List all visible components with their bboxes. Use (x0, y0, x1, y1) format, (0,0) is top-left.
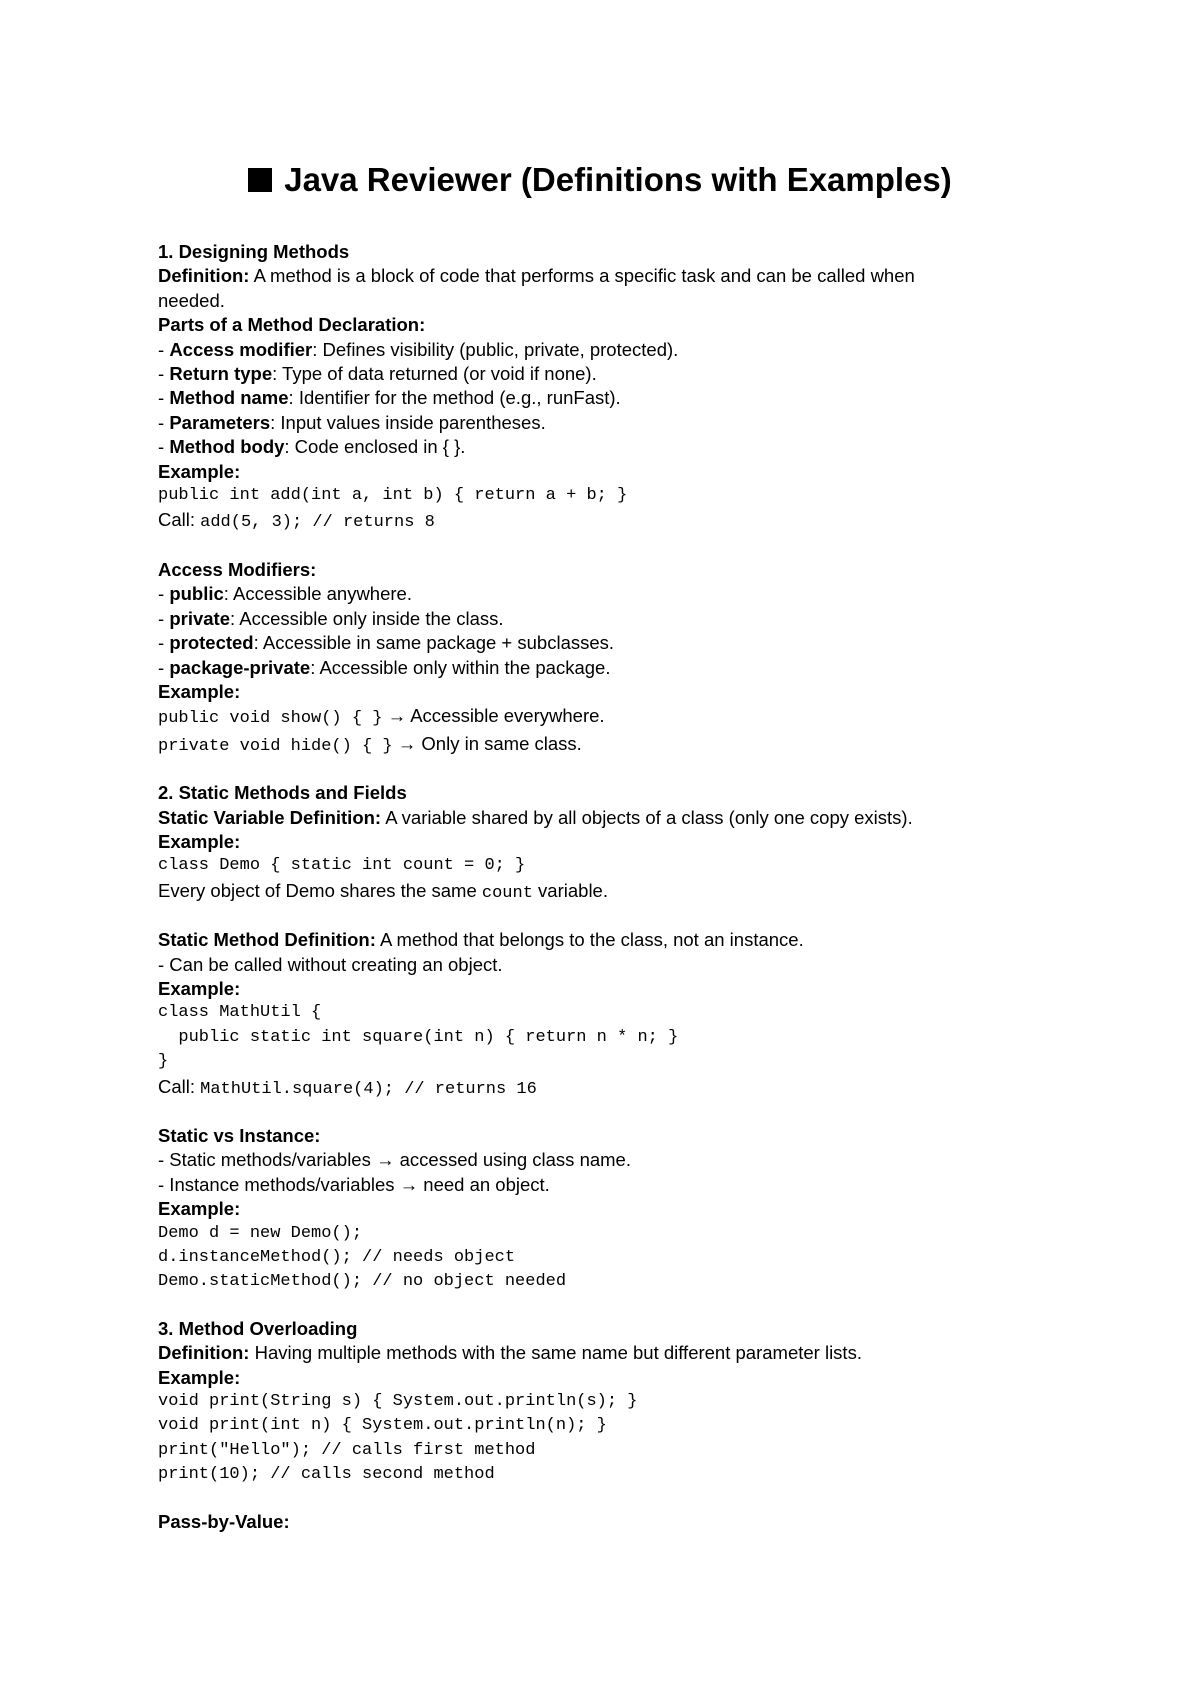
square-bullet-icon (248, 168, 272, 192)
page-title: Java Reviewer (Definitions with Examples) (0, 160, 1200, 200)
code-line: d.instanceMethod(); // needs object (158, 1248, 516, 1268)
example-label: Example: (158, 680, 241, 702)
definition: Static Variable Definition: A variable shared by all objects of a class (only one copy exists). (158, 806, 913, 828)
call-line: Call: add(5, 3); // returns 8 (158, 509, 435, 533)
section-heading: 3. Method Overloading (158, 1317, 358, 1339)
code-line: public static int square(int n) { return n * n; } (158, 1027, 679, 1047)
example-label: Example: (158, 977, 241, 999)
code-example-line: private void hide() { } → Only in same class. (158, 732, 582, 756)
list-item: - package-private: Accessible only within the package. (158, 656, 611, 678)
code-line: void print(int n) { System.out.println(n); } (158, 1416, 607, 1436)
example-label: Example: (158, 1198, 241, 1220)
call-line: Call: MathUtil.square(4); // returns 16 (158, 1075, 537, 1099)
explanation-line: Every object of Demo shares the same count variable. (158, 879, 608, 903)
document-body (158, 240, 1058, 1534)
example-label: Example: (158, 460, 241, 482)
definition-continued: needed. (158, 289, 225, 311)
example-label: Example: (158, 1366, 241, 1388)
code-line: print(10); // calls second method (158, 1465, 495, 1485)
list-item: - private: Accessible only inside the class. (158, 607, 504, 629)
list-item: - Parameters: Input values inside parentheses. (158, 411, 546, 433)
definition: Definition: A method is a block of code that performs a specific task and can be called when (158, 265, 915, 287)
section-heading: 1. Designing Methods (158, 241, 350, 262)
list-item: - Access modifier: Defines visibility (public, private, protected). (158, 338, 679, 360)
subheading: Pass-by-Value: (158, 1510, 290, 1532)
list-item: - Method name: Identifier for the method (e.g., runFast). (158, 387, 621, 409)
subheading: Static vs Instance: (158, 1125, 321, 1146)
code-line: public int add(int a, int b) { return a + b; } (158, 486, 628, 506)
section-heading: 2. Static Methods and Fields (158, 782, 407, 804)
code-line: Demo.staticMethod(); // no object needed (158, 1272, 567, 1292)
definition: Definition: Having multiple methods with the same name but different parameter lists. (158, 1342, 862, 1364)
list-item: - Instance methods/variables → need an object. (158, 1173, 550, 1195)
subheading: Access Modifiers: (158, 558, 317, 580)
code-line: } (158, 1052, 169, 1072)
example-label: Example: (158, 830, 241, 852)
note-line: - Can be called without creating an object. (158, 953, 503, 975)
list-item: - Method body: Code enclosed in { }. (158, 436, 466, 458)
list-item: - Return type: Type of data returned (or void if none). (158, 363, 597, 385)
subheading: Parts of a Method Declaration: (158, 314, 426, 336)
code-line: Demo d = new Demo(); (158, 1223, 363, 1243)
list-item: - public: Accessible anywhere. (158, 583, 412, 605)
definition: Static Method Definition: A method that belongs to the class, not an instance. (158, 929, 804, 951)
code-example-line: public void show() { } → Accessible everywhere. (158, 705, 605, 729)
code-line: void print(String s) { System.out.println(s); } (158, 1392, 638, 1412)
code-line: print("Hello"); // calls first method (158, 1440, 536, 1460)
list-item: - Static methods/variables → accessed using class name. (158, 1149, 631, 1171)
code-line: class Demo { static int count = 0; } (158, 856, 526, 876)
list-item: - protected: Accessible in same package + subclasses. (158, 632, 615, 654)
code-line: class MathUtil { (158, 1003, 322, 1023)
